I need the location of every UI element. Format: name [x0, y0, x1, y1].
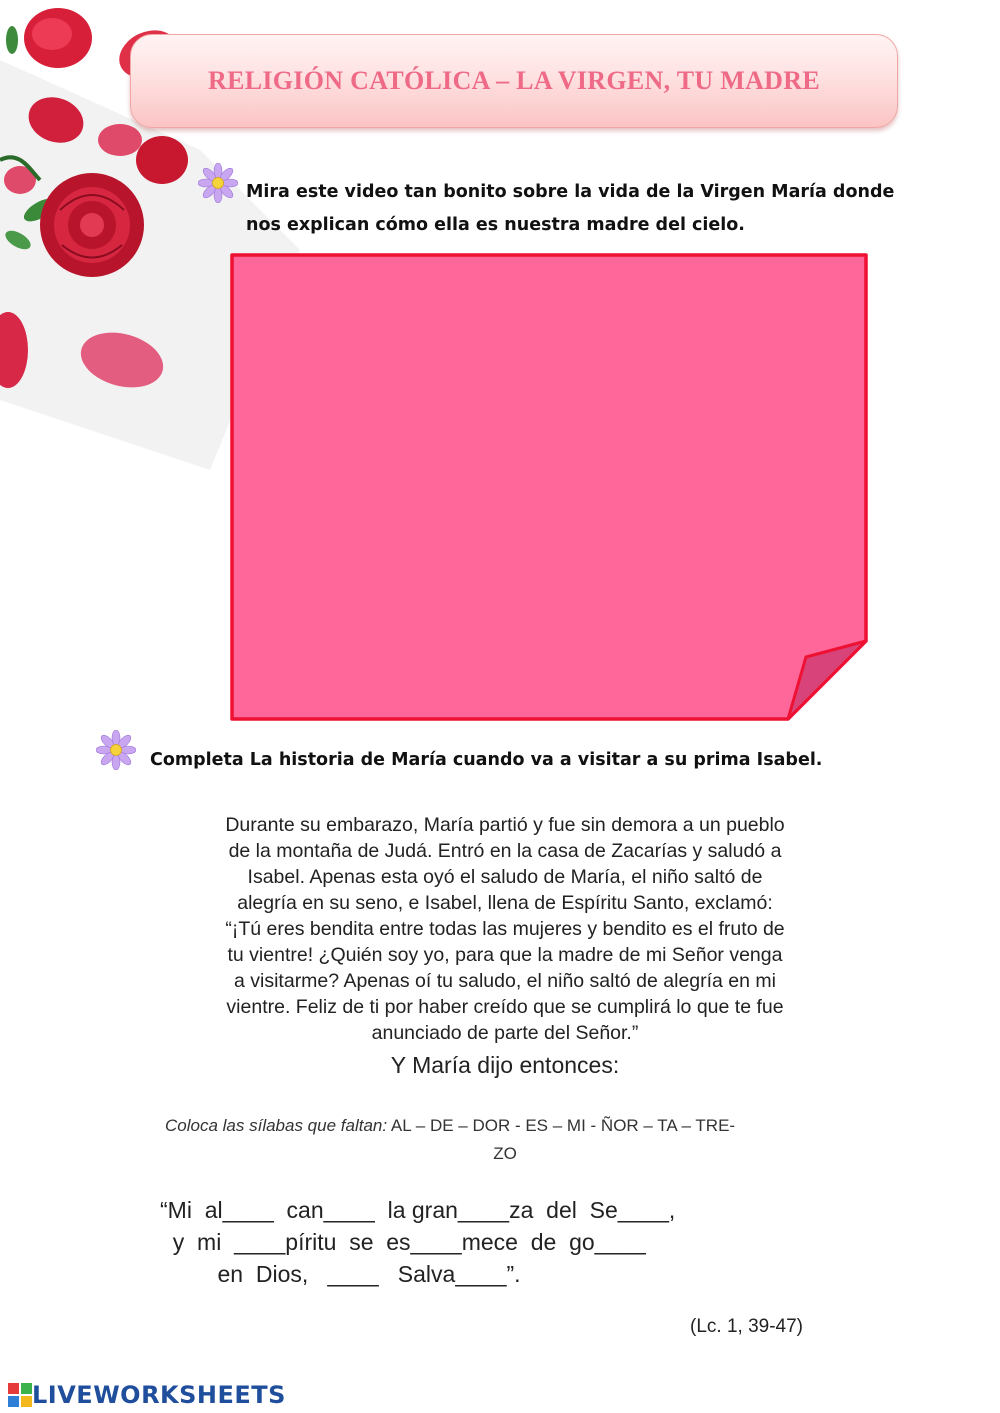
- verse-line[interactable]: “Mi al____ can____ la gran____za del Se____,: [160, 1197, 676, 1223]
- video-instruction: [246, 176, 894, 242]
- syllables-list: AL – DE – DOR - ES – MI - ÑOR – TA – TRE-: [387, 1116, 736, 1135]
- story-line: alegría en su seno, e Isabel, llena de Espíritu Santo, exclamó:: [237, 892, 773, 914]
- verse-line[interactable]: en Dios, ____ Salva____”.: [160, 1261, 521, 1287]
- daisy-flower-icon: [198, 163, 238, 203]
- maria-dijo-heading: Y María dijo entonces:: [390, 1052, 620, 1078]
- magnificat-verse: [160, 1194, 850, 1290]
- video-embed-area[interactable]: [230, 253, 868, 721]
- video-instruction-line2: nos explican cómo ella es nuestra madre del cielo.: [246, 215, 745, 235]
- footer-brand: [8, 1381, 286, 1409]
- syllables-instruction: [165, 1112, 845, 1168]
- story-line: tu vientre! ¿Quién soy yo, para que la madre de mi Señor venga: [227, 944, 783, 966]
- story-line: a visitarme? Apenas oí tu saludo, el niño saltó de alegría en mi: [234, 970, 776, 992]
- story-line: vientre. Feliz de ti por haber creído que se cumplirá lo que te fue: [226, 996, 784, 1018]
- syllables-list-cont: ZO: [493, 1144, 517, 1163]
- video-instruction-line1: Mira este video tan bonito sobre la vida de la Virgen María donde: [246, 182, 895, 202]
- complete-instruction-text: Completa La historia de María cuando va a visitar a su prima Isabel.: [150, 750, 823, 770]
- story-line: anunciado de parte del Señor.”: [371, 1022, 639, 1044]
- title-banner: [130, 34, 898, 128]
- story-line: de la montaña de Judá. Entró en la casa de Zacarías y saludó a: [228, 840, 782, 862]
- verse-line[interactable]: y mi ____píritu se es____mece de go____: [160, 1229, 646, 1255]
- story-text: [160, 812, 850, 1046]
- story-line: Isabel. Apenas esta oyó el saludo de María, el niño saltó de: [247, 866, 763, 888]
- daisy-flower-icon: [96, 730, 136, 770]
- story-line: “¡Tú eres bendita entre todas las mujeres y bendito es el fruto de: [225, 918, 785, 940]
- complete-instruction: [150, 744, 822, 777]
- liveworksheets-logo-icon: [8, 1383, 32, 1407]
- bible-citation: (Lc. 1, 39-47): [690, 1316, 803, 1337]
- page-title: RELIGIÓN CATÓLICA – LA VIRGEN, TU MADRE: [208, 66, 820, 95]
- brand-text: LIVEWORKSHEETS: [32, 1381, 286, 1409]
- syllables-label: Coloca las sílabas que faltan:: [165, 1116, 388, 1135]
- story-line: Durante su embarazo, María partió y fue sin demora a un pueblo: [225, 814, 785, 836]
